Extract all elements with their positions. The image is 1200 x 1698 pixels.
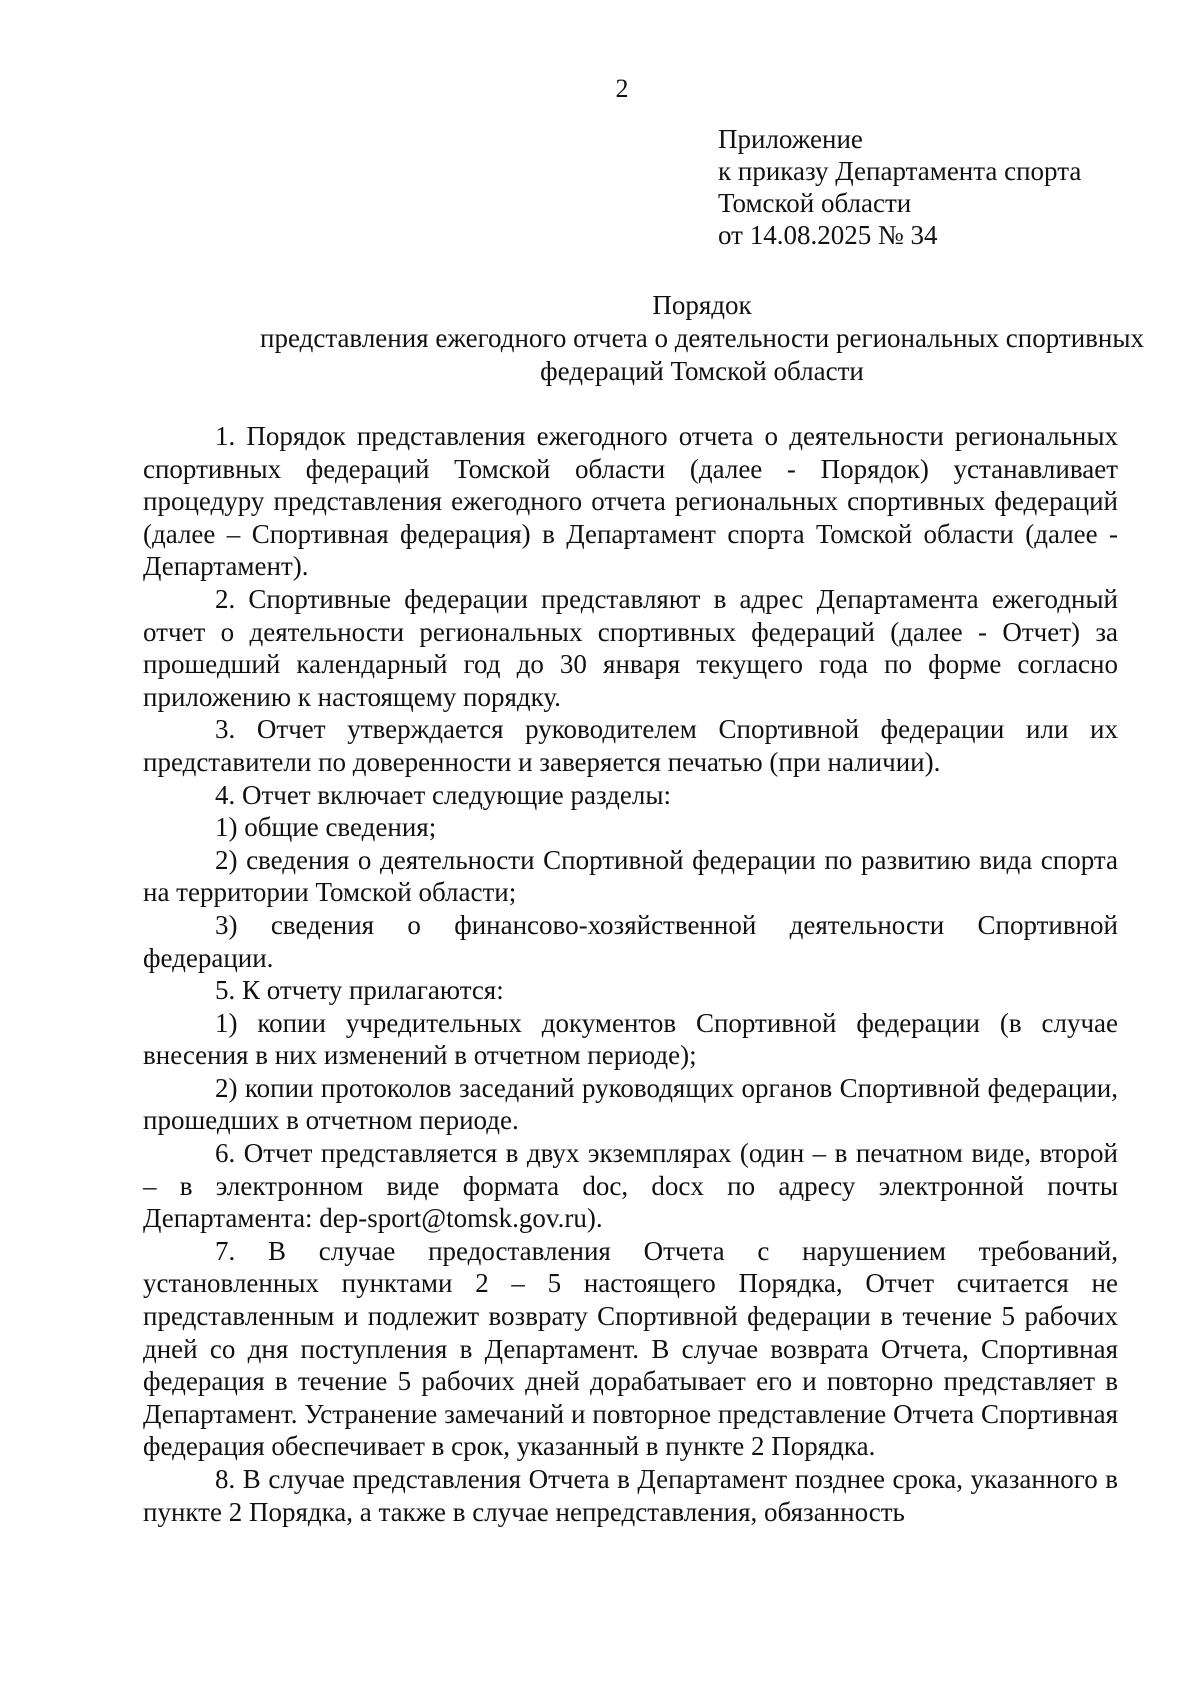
paragraph: 2. Спортивные федерации представляют в адрес Департамента ежегодный отчет о деятельности региональных спортивных федераций (далее - Отчет) за прошедший календарный год до 30 января текущего года по форме согласно приложению к настоящему порядку.: [143, 583, 1118, 712]
paragraph: 6. Отчет представляется в двух экземплярах (один – в печатном виде, второй – в электронном виде формата doc, docx по адресу электронной почты Департамента: dep-sport@tomsk.gov.ru).: [143, 1138, 1118, 1234]
appendix-line: Приложение: [718, 124, 863, 154]
appendix-line: Томской области: [718, 188, 912, 218]
page-number: 2: [615, 74, 629, 103]
paragraph: 2) копии протоколов заседаний руководящих органов Спортивной федерации, прошедших в отчетном периоде.: [143, 1072, 1118, 1136]
paragraph: 8. В случае представления Отчета в Департамент позднее срока, указанного в пункте 2 Порядка, а также в случае непредставления, обязанность: [143, 1464, 1118, 1527]
paragraph: 3) сведения о финансово-хозяйственной деятельности Спортивной федерации.: [143, 909, 1118, 973]
paragraph: 7. В случае предоставления Отчета с нарушением требований, установленных пунктами 2 – 5 настоящего Порядка, Отчет считается не представленным и подлежит возврату Спортивной федерации в течение 5 рабочих дней со дня поступления в Департамент. В случае возврата Отчета, Спортивная федерация в течение 5 рабочих дней дорабатывает его и повторно представляет в Департамент. Устранение замечаний и повторное представление Отчета Спортивная федерация обеспечивает в срок, указанный в пункте 2 Порядка.: [143, 1235, 1118, 1462]
paragraph: 1) общие сведения;: [215, 812, 437, 843]
paragraph: 1) копии учредительных документов Спортивной федерации (в случае внесения в них изменений в отчетном периоде);: [143, 1007, 1118, 1071]
appendix-header: [718, 123, 1178, 251]
paragraph: 3. Отчет утверждается руководителем Спортивной федерации или их представители по доверенности и заверяется печатью (при наличии).: [143, 714, 1118, 777]
paragraph: 5. К отчету прилагаются:: [215, 975, 504, 1006]
title-subtitle: представления ежегодного отчета о деятельности региональных спортивных: [260, 323, 1144, 353]
paragraph: 4. Отчет включает следующие разделы:: [215, 779, 671, 810]
title-subtitle: федераций Томской области: [540, 356, 864, 386]
document-title: [143, 289, 1200, 388]
appendix-line: к приказу Департамента спорта: [718, 156, 1082, 186]
title-heading: Порядок: [652, 290, 752, 320]
document-body: [143, 420, 1118, 1528]
appendix-line: от 14.08.2025 № 34: [718, 220, 938, 250]
paragraph: 2) сведения о деятельности Спортивной федерации по развитию вида спорта на территории Томской области;: [143, 844, 1118, 908]
paragraph: 1. Порядок представления ежегодного отчета о деятельности региональных спортивных федераций Томской области (далее - Порядок) устанавливает процедуру представления ежегодного отчета региональных спортивных федераций (далее – Спортивная федерация) в Департамент спорта Томской области (далее - Департамент).: [143, 421, 1118, 582]
